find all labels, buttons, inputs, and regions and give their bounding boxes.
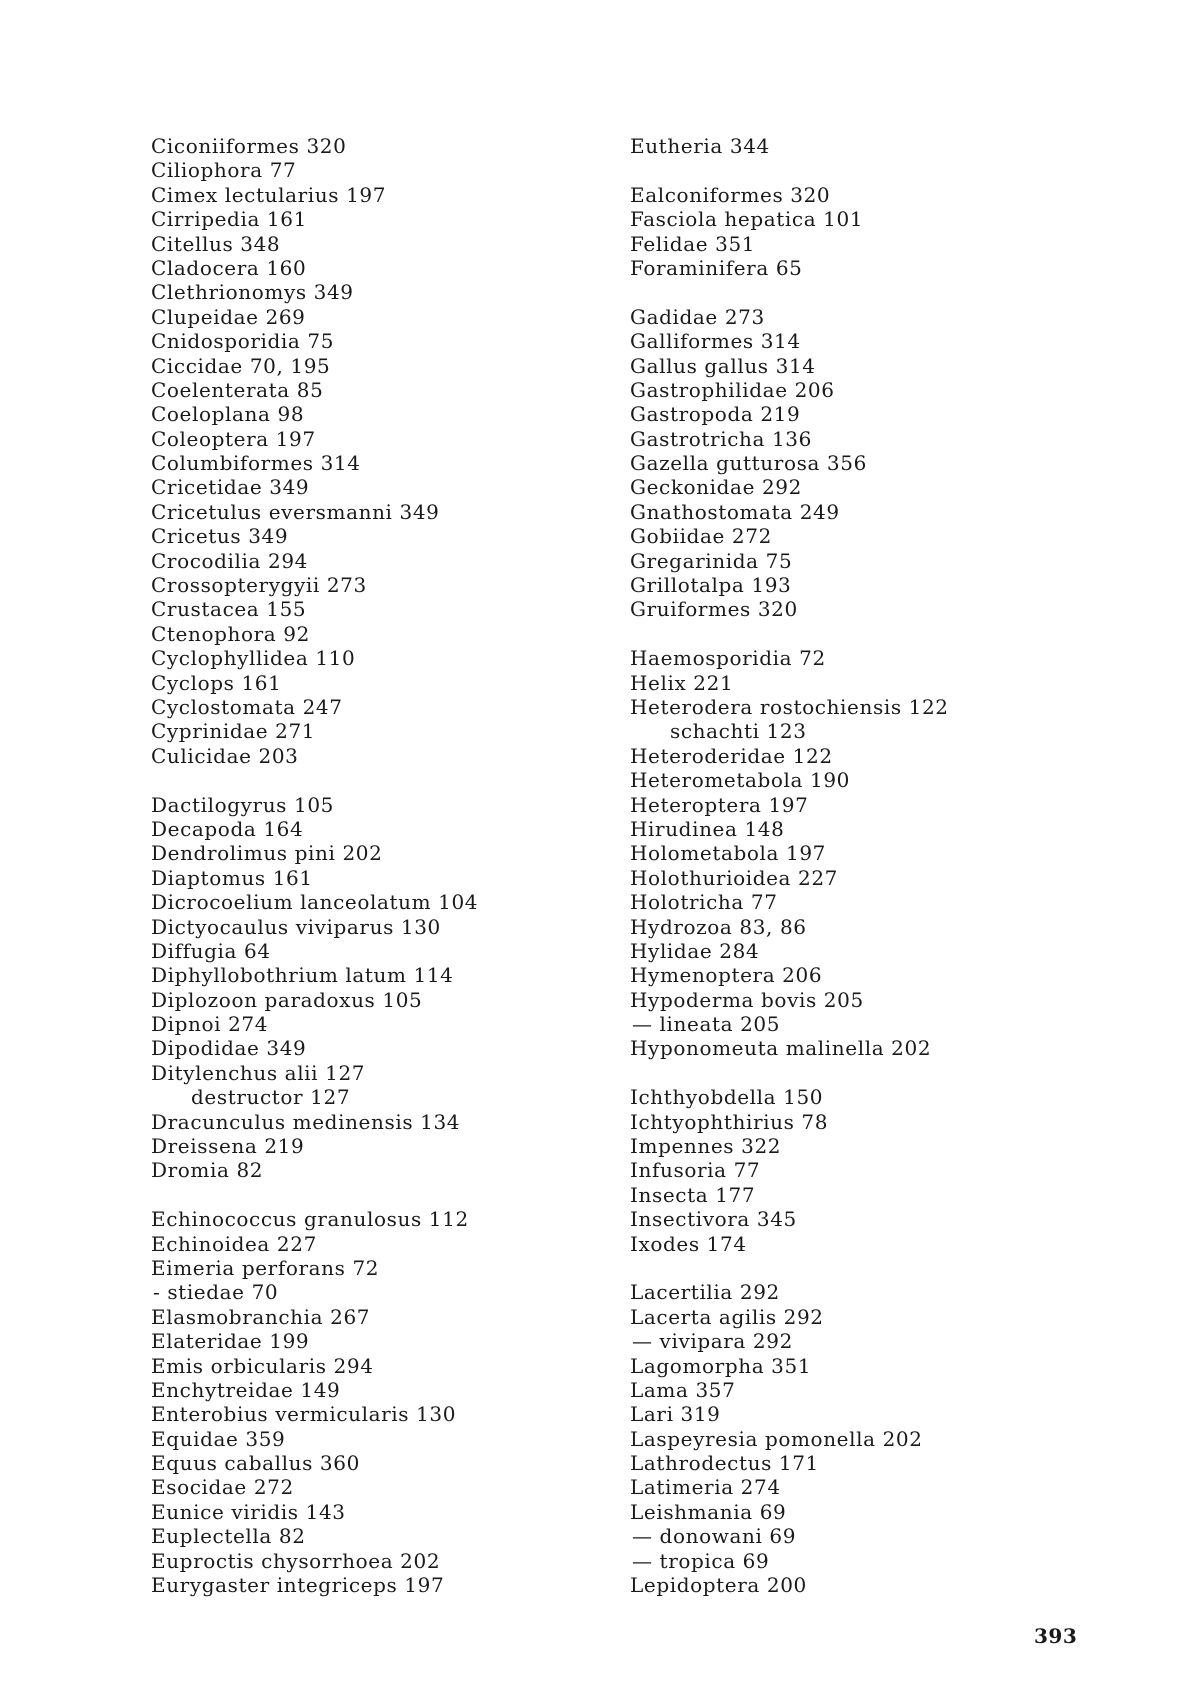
index-entry: Coleoptera 197 (151, 426, 316, 451)
index-entry: Heterodera rostochiensis 122 (630, 694, 949, 719)
index-entry: Emis orbicularis 294 (151, 1353, 374, 1378)
index-entry: Gadidae 273 (630, 304, 765, 329)
index-entry: Dactilogyrus 105 (151, 792, 334, 817)
index-entry: Dipnoi 274 (151, 1012, 269, 1037)
index-entry: Foraminifera 65 (630, 255, 803, 280)
index-entry: Dreissena 219 (151, 1134, 305, 1159)
index-entry: Decapoda 164 (151, 816, 304, 841)
index-entry: Enchytreidae 149 (151, 1377, 341, 1402)
index-entry: Lacerta agilis 292 (630, 1304, 824, 1329)
index-entry: Crocodilia 294 (151, 548, 308, 573)
index-entry: Ctenophora 92 (151, 621, 310, 646)
index-entry: Hydrozoa 83, 86 (630, 914, 807, 939)
index-column-left (151, 134, 591, 1597)
index-entry: Euplectella 82 (151, 1524, 306, 1549)
index-entry: Ciliophora 77 (151, 158, 297, 183)
index-entry: Hymenoptera 206 (630, 963, 823, 988)
index-entry: Hirudinea 148 (630, 816, 785, 841)
index-entry: — lineata 205 (632, 1012, 781, 1037)
index-entry: Clethrionomys 349 (151, 280, 354, 305)
index-spacer (630, 1061, 1070, 1085)
index-entry: Infusoria 77 (630, 1158, 761, 1183)
index-entry: Cyclops 161 (151, 670, 282, 695)
index-entry: Geckonidae 292 (630, 475, 802, 500)
index-entry: Ciccidae 70, 195 (151, 353, 331, 378)
index-entry: Lari 319 (630, 1402, 721, 1427)
index-entry: Gregarinida 75 (630, 548, 793, 573)
index-entry: Eurygaster integriceps 197 (151, 1573, 445, 1598)
index-entry: Clupeidae 269 (151, 304, 306, 329)
index-entry: Eimeria perforans 72 (151, 1255, 380, 1280)
index-entry: — vivipara 292 (632, 1329, 793, 1354)
index-entry: Culicidae 203 (151, 743, 299, 768)
index-entry: Echinoidea 227 (151, 1231, 317, 1256)
index-entry: Helix 221 (630, 670, 734, 695)
index-entry: Diphyllobothrium latum 114 (151, 963, 454, 988)
index-entry: Cricetus 349 (151, 524, 289, 549)
index-entry: Holotricha 77 (630, 890, 778, 915)
index-entry: Latimeria 274 (630, 1475, 781, 1500)
index-entry: Lagomorpha 351 (630, 1353, 812, 1378)
index-entry: Ichthyobdella 150 (630, 1085, 824, 1110)
index-entry: Hyponomeuta malinella 202 (630, 1036, 932, 1061)
index-spacer (630, 158, 1070, 182)
index-entry: - stiedae 70 (153, 1280, 279, 1305)
index-entry: Dromia 82 (151, 1158, 264, 1183)
index-entry: Cyclostomata 247 (151, 694, 343, 719)
index-entry: Ixodes 174 (630, 1231, 747, 1256)
index-entry: Diaptomus 161 (151, 865, 313, 890)
index-entry: Galliformes 314 (630, 329, 801, 354)
index-entry: Diffugia 64 (151, 938, 271, 963)
index-entry: Ealconiformes 320 (630, 182, 831, 207)
index-entry: Cimex lectularius 197 (151, 182, 387, 207)
index-entry: Lepidoptera 200 (630, 1573, 807, 1598)
index-entry: Heteroptera 197 (630, 792, 809, 817)
index-entry: Esocidae 272 (151, 1475, 294, 1500)
index-entry: Elasmobranchia 267 (151, 1304, 371, 1329)
index-entry: Cyprinidae 271 (151, 719, 316, 744)
index-entry: Hypoderma bovis 205 (630, 987, 864, 1012)
index-entry: Cnidosporidia 75 (151, 329, 335, 354)
index-spacer (630, 280, 1070, 304)
index-entry: Lama 357 (630, 1377, 736, 1402)
index-entry: Cricetulus eversmanni 349 (151, 499, 440, 524)
index-entry: Coelenterata 85 (151, 377, 324, 402)
index-entry: Holothurioidea 227 (630, 865, 839, 890)
page-number: 393 (1034, 1624, 1078, 1648)
index-entry: Ichtyophthirius 78 (630, 1109, 829, 1134)
index-entry: Cyclophyllidea 110 (151, 646, 356, 671)
index-entry: Equidae 359 (151, 1426, 286, 1451)
index-entry: destructor 127 (191, 1085, 351, 1110)
index-entry: Cirripedia 161 (151, 207, 307, 232)
index-entry: Eutheria 344 (630, 134, 770, 158)
index-entry: Gastropoda 219 (630, 402, 801, 427)
index-entry: Ciconiiformes 320 (151, 134, 347, 158)
index-entry: Heteroderidae 122 (630, 743, 833, 768)
index-entry: Gallus gallus 314 (630, 353, 816, 378)
index-entry: Citellus 348 (151, 231, 281, 256)
index-entry: Heterometabola 190 (630, 768, 851, 793)
index-entry: Euproctis chysorrhoea 202 (151, 1548, 441, 1573)
index-entry: Echinococcus granulosus 112 (151, 1207, 469, 1232)
index-spacer (630, 622, 1070, 646)
index-entry: Grillotalpa 193 (630, 573, 792, 598)
index-entry: Gnathostomata 249 (630, 499, 840, 524)
index-entry: Fasciola hepatica 101 (630, 207, 864, 232)
index-entry: Insecta 177 (630, 1182, 756, 1207)
index-entry: Eunice viridis 143 (151, 1499, 346, 1524)
index-entry: schachti 123 (670, 719, 807, 744)
index-entry: Cricetidae 349 (151, 475, 310, 500)
index-entry: Dictyocaulus viviparus 130 (151, 914, 441, 939)
index-entry: Hylidae 284 (630, 938, 760, 963)
index-entry: Dracunculus medinensis 134 (151, 1109, 461, 1134)
index-entry: Holometabola 197 (630, 841, 826, 866)
index-entry: Ditylenchus alii 127 (151, 1060, 366, 1085)
index-entry: Leishmania 69 (630, 1499, 787, 1524)
index-entry: Crossopterygyii 273 (151, 573, 367, 598)
index-entry: Coeloplana 98 (151, 402, 305, 427)
index-entry: Insectivora 345 (630, 1207, 797, 1232)
index-entry: Laspeyresia pomonella 202 (630, 1426, 923, 1451)
index-entry: Equus caballus 360 (151, 1451, 360, 1476)
index-entry: — tropica 69 (632, 1548, 770, 1573)
index-entry: Lacertilia 292 (630, 1280, 780, 1305)
index-spacer (151, 1183, 591, 1207)
index-column-right (630, 134, 1070, 1597)
index-entry: Gazella gutturosa 356 (630, 451, 867, 476)
index-entry: Impennes 322 (630, 1134, 782, 1159)
index-entry: — donowani 69 (632, 1524, 797, 1549)
index-entry: Dipodidae 349 (151, 1036, 307, 1061)
index-entry: Gobiidae 272 (630, 524, 772, 549)
index-entry: Dendrolimus pini 202 (151, 841, 383, 866)
index-spacer (151, 768, 591, 792)
index-spacer (630, 1256, 1070, 1280)
index-entry: Gastrotricha 136 (630, 426, 812, 451)
index-entry: Haemosporidia 72 (630, 646, 826, 671)
index-entry: Diplozoon paradoxus 105 (151, 987, 423, 1012)
index-entry: Crustacea 155 (151, 597, 307, 622)
index-entry: Enterobius vermicularis 130 (151, 1402, 457, 1427)
index-entry: Gastrophilidae 206 (630, 377, 835, 402)
index-entry: Cladocera 160 (151, 255, 307, 280)
index-entry: Felidae 351 (630, 231, 756, 256)
index-entry: Elateridae 199 (151, 1329, 310, 1354)
index-entry: Lathrodectus 171 (630, 1451, 819, 1476)
index-entry: Dicrocoelium lanceolatum 104 (151, 890, 479, 915)
index-entry: Gruiformes 320 (630, 597, 798, 622)
index-entry: Columbiformes 314 (151, 451, 361, 476)
